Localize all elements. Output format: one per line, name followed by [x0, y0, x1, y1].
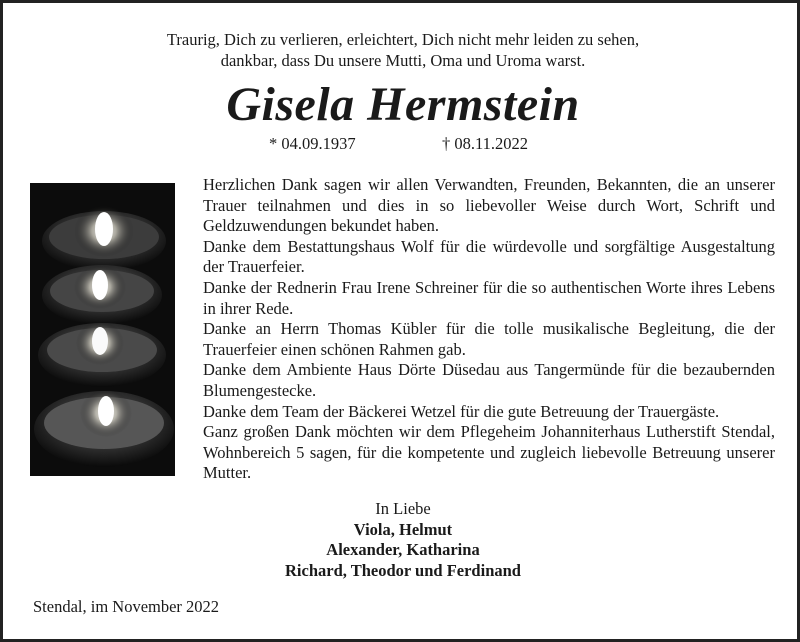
candle-image — [30, 183, 175, 476]
thanks-paragraph: Herzlichen Dank sagen wir allen Verwandten, Freunden, Bekannten, die an unserer Trauer teilnahmen und dies in so liebevoller Weise durch Wort, Schrift und Geldzuwendungen bekundet haben. — [203, 175, 775, 236]
candles-illustration — [30, 183, 175, 476]
thanks-paragraph: Danke dem Ambiente Haus Dörte Düsedau aus Tangermünde für die bezaubernden Blumengestecke. — [203, 360, 775, 400]
mourner-names: Alexander, Katharina — [326, 540, 480, 560]
deceased-name: Gisela Hermstein — [226, 78, 580, 131]
place-date: Stendal, im November 2022 — [33, 597, 220, 616]
thanks-paragraph: Danke dem Team der Bäckerei Wetzel für die gute Betreuung der Trauergäste. — [203, 401, 720, 421]
birth-date: * 04.09.1937 — [269, 134, 356, 153]
intro-line: dankbar, dass Du unsere Mutti, Oma und Uroma warst. — [220, 51, 586, 70]
thanks-paragraph: Danke an Herrn Thomas Kübler für die tolle musikalische Begleitung, die der Trauerfeier einen schönen Rahmen gab. — [203, 319, 775, 359]
thanks-paragraph: Danke der Rednerin Frau Irene Schreiner für die so authentischen Worte ihres Lebens in ihrer Rede. — [203, 277, 775, 318]
mourner-names: Richard, Theodor und Ferdinand — [285, 560, 521, 580]
intro-verse — [3, 29, 800, 71]
intro-line: Traurig, Dich zu verlieren, erleichtert, Dich nicht mehr leiden zu sehen, — [166, 30, 640, 49]
signoff-intro: In Liebe — [375, 499, 431, 518]
thanks-paragraph: Ganz großen Dank möchten wir dem Pflegeheim Johanniterhaus Lutherstift Stendal, Wohnbereich 5 sagen, für die kompetente und zugleich liebevolle Betreuung unserer Mutter. — [203, 422, 775, 483]
mourner-names: Viola, Helmut — [353, 519, 453, 539]
thanks-text — [203, 175, 775, 484]
thanks-paragraph: Danke dem Bestattungshaus Wolf für die würdevolle und sorgfältige Ausgestaltung der Trauerfeier. — [203, 236, 775, 277]
death-date: † 08.11.2022 — [442, 134, 529, 153]
candle-2 — [42, 265, 162, 325]
signoff — [3, 499, 800, 581]
